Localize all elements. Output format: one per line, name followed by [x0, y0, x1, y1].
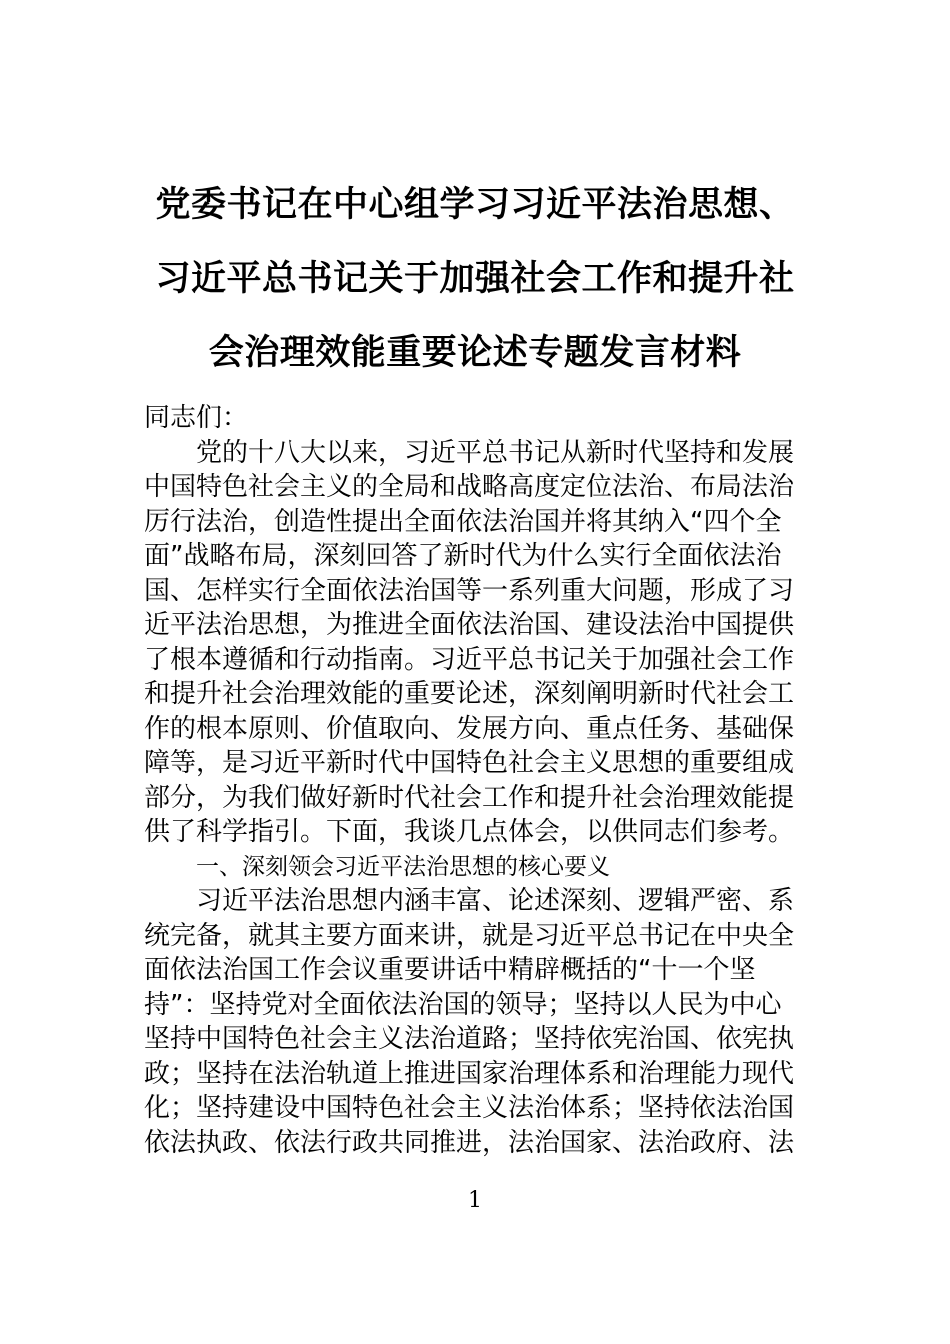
paragraph-line: 和提升社会治理效能的重要论述，深刻阐明新时代社会工	[144, 679, 795, 709]
paragraph-line: 依法执政、依法行政共同推进，法治国家、法治政府、法	[144, 1127, 795, 1158]
section-heading: 一、深刻领会习近平法治思想的核心要义	[196, 853, 610, 880]
paragraph-line: 厉行法治，创造性提出全面依法治国并将其纳入“四个全	[144, 506, 782, 537]
paragraph-line: 坚持中国特色社会主义法治道路；坚持依宪治国、依宪执	[144, 1024, 795, 1054]
paragraph-line: 中国特色社会主义的全局和战略高度定位法治、布局法治	[144, 472, 795, 502]
paragraph-line: 习近平法治思想内涵丰富、论述深刻、逻辑严密、系	[196, 886, 795, 916]
page-number: 1	[468, 1188, 482, 1213]
title-line: 会治理效能重要论述专题发言材料	[208, 333, 742, 373]
paragraph-line: 面依法治国工作会议重要讲话中精辟概括的“十一个坚	[144, 955, 756, 985]
title-line: 习近平总书记关于加强社会工作和提升社	[155, 259, 795, 299]
paragraph-line: 障等，是习近平新时代中国特色社会主义思想的重要组成	[144, 748, 795, 778]
paragraph-line: 党的十八大以来，习近平总书记从新时代坚持和发展	[196, 437, 795, 468]
salutation: 同志们：	[144, 403, 249, 433]
paragraph-line: 国、怎样实行全面依法治国等一系列重大问题，形成了习	[144, 575, 795, 606]
paragraph-line: 近平法治思想，为推进全面依法治国、建设法治中国提供	[144, 610, 795, 640]
document-body	[144, 401, 809, 1160]
title-line: 党委书记在中心组学习习近平法治思想、	[155, 185, 795, 225]
paragraph-line: 了根本遵循和行动指南。习近平总书记关于加强社会工作	[144, 644, 795, 675]
paragraph-line: 供了科学指引。下面，我谈几点体会，以供同志们参考。	[144, 817, 795, 847]
paragraph-line: 面”战略布局，深刻回答了新时代为什么实行全面依法治	[144, 541, 782, 571]
paragraph-line: 政；坚持在法治轨道上推进国家治理体系和治理能力现代	[144, 1058, 795, 1089]
document-title	[150, 168, 800, 390]
paragraph-line: 作的根本原则、价值取向、发展方向、重点任务、基础保	[144, 713, 795, 744]
paragraph-line: 部分，为我们做好新时代社会工作和提升社会治理效能提	[144, 782, 795, 813]
paragraph-line: 持”：坚持党对全面依法治国的领导；坚持以人民为中心	[144, 989, 782, 1020]
paragraph-line: 化；坚持建设中国特色社会主义法治体系；坚持依法治国	[144, 1093, 795, 1123]
paragraph-line: 统完备，就其主要方面来讲，就是习近平总书记在中央全	[144, 920, 795, 951]
